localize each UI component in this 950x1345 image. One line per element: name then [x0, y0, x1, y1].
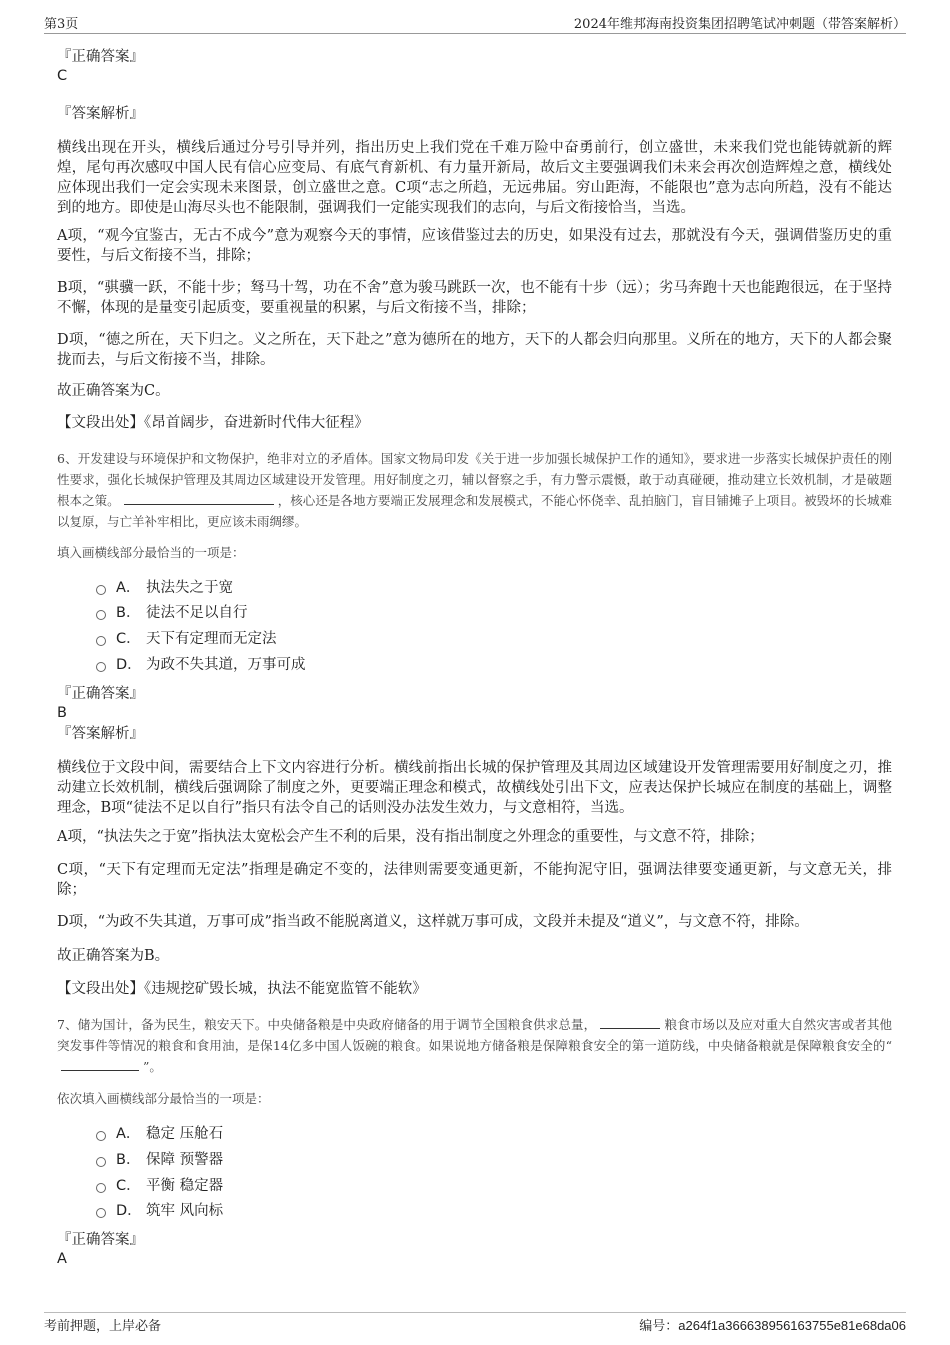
q6-source: 【文段出处】《违规挖矿毁长城，执法不能宽监管不能软》 — [57, 981, 427, 997]
document-title: 2024年维邦海南投资集团招聘笔试冲刺题（带答案解析） — [573, 17, 906, 32]
radio-icon[interactable] — [96, 585, 106, 595]
analysis-label: 『答案解析』 — [57, 106, 144, 122]
correct-answer-label: 『正确答案』 — [57, 686, 144, 702]
q5-source: 【文段出处】《昂首阔步，奋进新时代伟大征程》 — [57, 415, 369, 431]
q5-answer: C — [57, 68, 68, 84]
q6-prompt: 填入画横线部分最恰当的一项是： — [57, 545, 245, 560]
q7-blank-2 — [61, 1058, 139, 1071]
q6-analysis-c: C项，“天下有定理而无定法”指理是确定不变的，法律则需要变通更新，不能拘泥守旧，强调法律要变通更新，与文意无关，排除； — [57, 862, 892, 898]
radio-icon[interactable] — [96, 610, 106, 620]
radio-icon[interactable] — [96, 636, 106, 646]
radio-icon[interactable] — [96, 662, 106, 672]
page-header — [44, 13, 906, 34]
analysis-label: 『答案解析』 — [57, 726, 144, 742]
q5-analysis-b: B项，“骐骥一跃，不能十步；驽马十驾，功在不舍”意为骏马跳跃一次，也不能有十步（远）；劣马奔跑十天也能跑很远，在于坚持不懈，体现的是量变引起质变，要重视量的积累，与后文衔接不当，排除； — [57, 280, 892, 316]
q6-option-b[interactable]: B． 徒法不足以自行 — [96, 603, 248, 623]
q6-blank — [124, 492, 274, 505]
q7-blank-1 — [600, 1016, 660, 1029]
q6-analysis-d: D项，“为政不失其道，万事可成”指当政不能脱离道义，这样就万事可成，文段并未提及“道义”，与文意不符，排除。 — [57, 914, 809, 930]
page-number: 第3页 — [44, 17, 79, 32]
q6-analysis-a: A项，“执法失之于宽”指执法太宽松会产生不利的后果，没有指出制度之外理念的重要性，与文意不符，排除； — [57, 829, 764, 845]
q7-option-a[interactable]: A． 稳定 压舱石 — [96, 1124, 223, 1144]
radio-icon[interactable] — [96, 1157, 106, 1167]
q6-option-d[interactable]: D． 为政不失其道，万事可成 — [96, 655, 306, 675]
q6-answer: B — [57, 705, 67, 721]
q7-stem: 7、储为国计，备为民生，粮安天下。中央储备粮是中央政府储备的用于调节全国粮食供求总量， 粮食市场以及应对重大自然灾害或者其他突发事件等情况的粮食和食用油，是保14亿多中国人饭碗的粮食。如果说地方储备粮是保障粮食安全的第一道防线，中央储备粮就是保障粮食安全的“”。 — [57, 1017, 892, 1074]
radio-icon[interactable] — [96, 1208, 106, 1218]
correct-answer-label: 『正确答案』 — [57, 49, 144, 65]
q5-analysis-a: A项，“观今宜鉴古，无古不成今”意为观察今天的事情，应该借鉴过去的历史，如果没有过去，那就没有今天，强调借鉴历史的重要性，与后文衔接不当，排除； — [57, 228, 892, 264]
q6-analysis-main: 横线位于文段中间，需要结合上下文内容进行分析。横线前指出长城的保护管理及其周边区域建设开发管理需要用好制度之刃，推动建立长效机制，横线后强调除了制度之外，更要端正理念和模式，故横线处引出下文，应表达保护长城应在制度的基础上，调整理念，B项“徒法不足以自行”指只有法令自己的话则没办法发生效力，与文意相符，当选。 — [57, 760, 892, 816]
correct-answer-label: 『正确答案』 — [57, 1232, 144, 1248]
q7-answer: A — [57, 1251, 67, 1267]
q7-option-c[interactable]: C． 平衡 稳定器 — [96, 1176, 223, 1196]
q6-conclusion: 故正确答案为B。 — [57, 948, 170, 964]
q5-conclusion: 故正确答案为C。 — [57, 383, 170, 399]
q7-option-b[interactable]: B． 保障 预警器 — [96, 1150, 223, 1170]
page-footer — [44, 1312, 906, 1335]
q7-prompt: 依次填入画横线部分最恰当的一项是： — [57, 1091, 270, 1106]
q6-option-a[interactable]: A． 执法失之于宽 — [96, 578, 233, 598]
q7-option-d[interactable]: D． 筑牢 风向标 — [96, 1201, 223, 1221]
radio-icon[interactable] — [96, 1131, 106, 1141]
q6-option-c[interactable]: C． 天下有定理而无定法 — [96, 629, 277, 649]
q5-analysis-d: D项，“德之所在，天下归之。义之所在，天下赴之”意为德所在的地方，天下的人都会归向那里。义所在的地方，天下的人都会聚拢而去，与后文衔接不当，排除。 — [57, 332, 892, 368]
q5-analysis-main: 横线出现在开头，横线后通过分号引导并列，指出历史上我们党在千难万险中奋勇前行，创立盛世，未来我们党也能铸就新的辉煌，尾句再次感叹中国人民有信心应变局、有底气育新机、有力量开新局，故后文主要强调我们未来会再次创造辉煌之意，横线处应体现出我们一定会实现未来图景，创立盛世之意。C项“志之所趋，无远弗届。穷山距海，不能限也”意为志向所趋，没有不能达到的地方。即使是山海尽头也不能限制，强调我们一定能实现我们的志向，与后文衔接恰当，当选。 — [57, 140, 892, 216]
footer-slogan: 考前押题，上岸必备 — [44, 1319, 162, 1334]
radio-icon[interactable] — [96, 1183, 106, 1193]
document-code: 编号：a264f1a366638956163755e81e68da06 — [639, 1318, 906, 1334]
q6-stem: 6、开发建设与环境保护和文物保护，绝非对立的矛盾体。国家文物局印发《关于进一步加强长城保护工作的通知》，要求进一步落实长城保护责任的刚性要求，强化长城保护管理及其周边区域建设开发管理。用好制度之刃，辅以督察之手，有力警示震慑，敢于动真碰硬，推动建立长效机制，才是破题根本之策。 ，核心还是各地方要端正发展理念和发展模式，不能心怀侥幸、乱拍脑门，盲目铺摊子上项目。被毁坏的长城难以复原，与亡羊补牢相比，更应该未雨绸缪。 — [57, 451, 892, 529]
